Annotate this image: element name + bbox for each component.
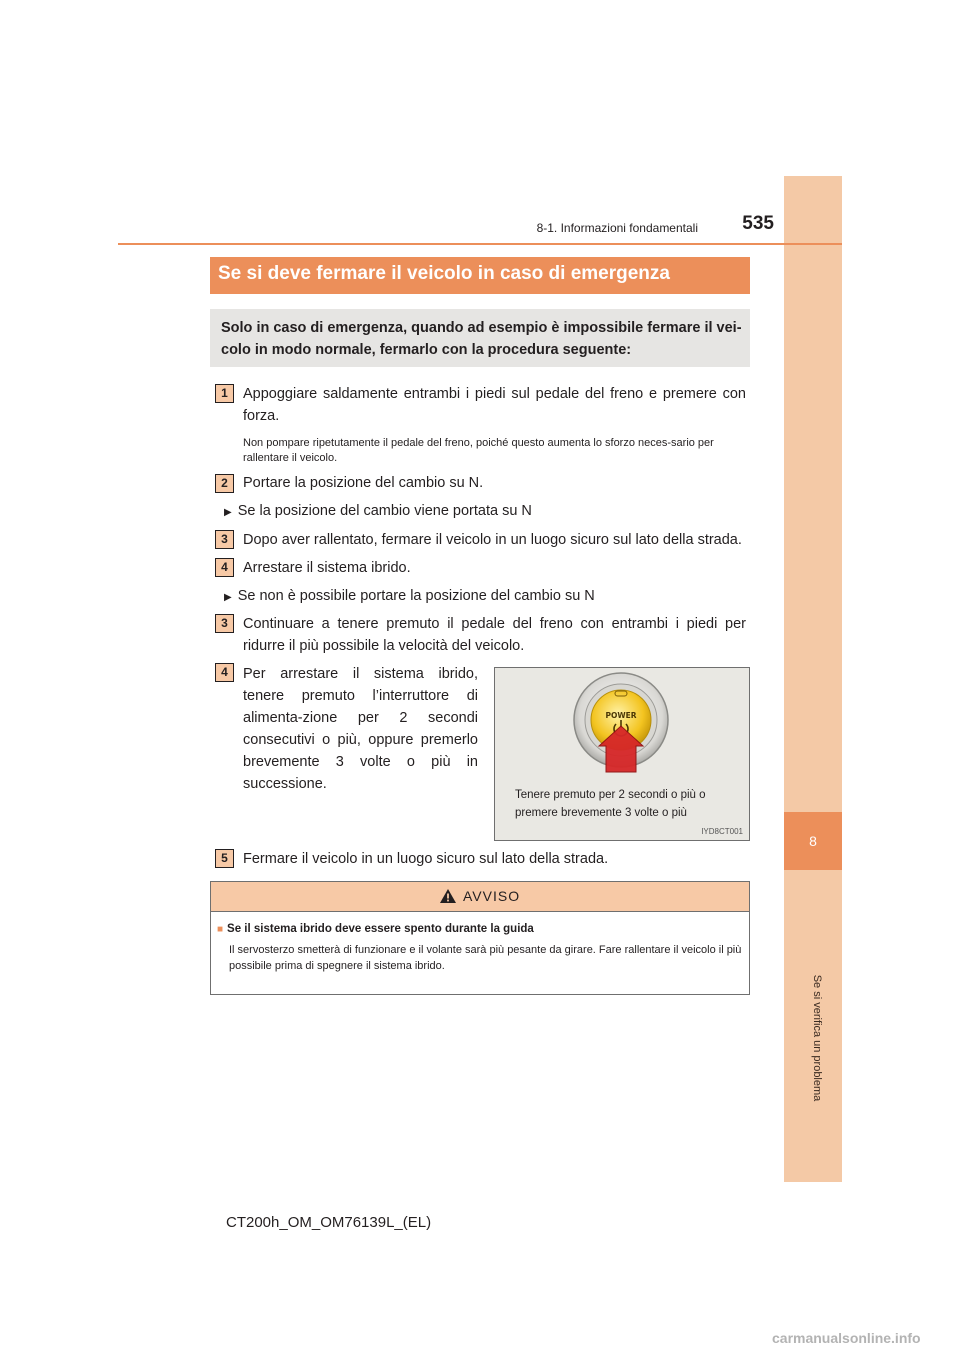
section-title: 8-1. Informazioni fondamentali	[536, 221, 698, 235]
step-badge: 3	[215, 614, 234, 633]
chapter-label: Se si verifica un problema	[811, 974, 823, 1102]
step-text: Arrestare il sistema ibrido.	[243, 560, 411, 576]
step-text: Dopo aver rallentato, fermare il veicolo in un luogo sicuro sul lato della strada.	[243, 532, 742, 548]
title-bar	[210, 257, 750, 294]
watermark: carmanualsonline.info	[772, 1330, 921, 1346]
triangle-bullet-icon: ▶	[224, 592, 232, 603]
step-text: Appoggiare saldamente entrambi i piedi sul pedale del freno e premere con forza.	[243, 386, 746, 424]
step-badge: 4	[215, 663, 234, 682]
step-badge: 2	[215, 474, 234, 493]
step-text: Continuare a tenere premuto il pedale del freno con entrambi i piedi per ridurre il più possibile la velocità del veicolo.	[243, 616, 746, 654]
step-note: Non pompare ripetutamente il pedale del freno, poiché questo aumenta lo sforzo neces-sario per rallentare il veicolo.	[243, 437, 714, 464]
warning-box	[210, 881, 750, 995]
power-switch-figure	[494, 667, 750, 841]
step-text: Per arrestare il sistema ibrido, tenere premuto l’interruttore di alimenta-zione per 2 secondi consecutivi o più, oppure premerlo brevemente 3 volte o più in successione.	[243, 666, 478, 792]
step-badge: 1	[215, 384, 234, 403]
step-text: Portare la posizione del cambio su N.	[243, 475, 484, 491]
step-badge: 3	[215, 530, 234, 549]
step-badge: 5	[215, 849, 234, 868]
intro-text: Solo in caso di emergenza, quando ad esempio è impossibile fermare il vei-colo in modo normale, fermarlo con la procedura seguente:	[221, 320, 742, 358]
step-text: Fermare il veicolo in un luogo sicuro sul lato della strada.	[243, 851, 609, 867]
condition-heading: ▶ Se la posizione del cambio viene portata su N	[224, 503, 532, 519]
page-title: Se si deve fermare il veicolo in caso di emergenza	[218, 263, 670, 284]
figure-code: IYD8CT001	[701, 827, 743, 836]
intro-box	[210, 309, 750, 367]
square-bullet-icon: ■	[217, 924, 224, 935]
step-badge: 4	[215, 558, 234, 577]
figure-caption: Tenere premuto per 2 secondi o più o premere brevemente 3 volte o più	[515, 789, 706, 819]
chapter-number: 8	[784, 812, 842, 870]
warning-subtitle: ■ Se il sistema ibrido deve essere spento durante la guida	[217, 923, 534, 935]
triangle-bullet-icon: ▶	[224, 507, 232, 518]
document-code: CT200h_OM_OM76139L_(EL)	[226, 1214, 432, 1231]
page-number: 535	[742, 213, 774, 234]
header-divider	[118, 243, 842, 245]
warning-header	[211, 882, 749, 912]
warning-title: AVVISO	[463, 888, 521, 904]
condition-heading: ▶ Se non è possibile portare la posizione del cambio su N	[224, 588, 595, 604]
warning-text: Il servosterzo smetterà di funzionare e il volante sarà più pesante da girare. Fare rallentare il veicolo il più possibile prima di spegnere il sistema ibrido.	[229, 944, 742, 972]
warning-triangle-icon	[439, 888, 457, 904]
power-label: POWER	[605, 711, 637, 720]
